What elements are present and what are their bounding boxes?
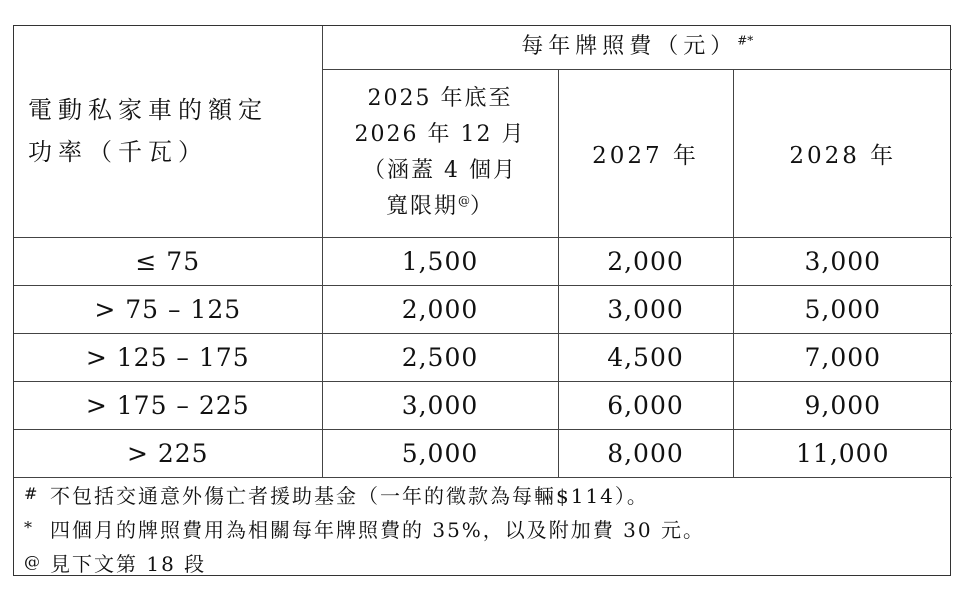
header-annual-fee	[322, 26, 952, 69]
footnote-text: 不包括交通意外傷亡者援助基金（一年的徵款為每輛$114）。	[50, 484, 649, 508]
fee-2028-cell: 11,000	[733, 429, 952, 477]
footnote-mark: @	[24, 552, 42, 571]
fee-2028-cell: 3,000	[733, 237, 952, 285]
col1-line4-sup: @	[458, 193, 470, 208]
footnote-text: 四個月的牌照費用為相關每年牌照費的 35%，以及附加費 30 元。	[50, 518, 705, 542]
fee-2025-cell: 2,500	[322, 333, 558, 381]
fee-2027-cell: 3,000	[558, 285, 733, 333]
header-annual-fee-text: 每年牌照費（元）	[521, 34, 738, 60]
table-row	[14, 333, 952, 381]
footnote-at	[24, 546, 934, 580]
power-cell: ≤ 75	[14, 237, 322, 285]
fee-2025-cell: 2,000	[322, 285, 558, 333]
fee-2027-cell: 8,000	[558, 429, 733, 477]
header-col-2028: 2028 年	[733, 69, 952, 237]
footnote-text: 見下文第 18 段	[50, 552, 207, 576]
fee-2027-cell: 4,500	[558, 333, 733, 381]
footnotes	[24, 478, 934, 580]
col1-line2: 2026 年 12 月	[354, 122, 526, 147]
fee-2025-cell: 5,000	[322, 429, 558, 477]
col1-line1: 2025 年底至	[367, 86, 513, 111]
footnote-star	[24, 512, 934, 546]
table-row	[14, 237, 952, 285]
header-power-rating	[14, 26, 322, 237]
power-cell: > 175 – 225	[14, 381, 322, 429]
col1-line4-a: 寬限期	[385, 194, 458, 219]
license-fee-table	[14, 26, 952, 478]
header-power-line2: 功率（千瓦）	[28, 138, 208, 167]
fee-2028-cell: 7,000	[733, 333, 952, 381]
table-row	[14, 285, 952, 333]
col1-line3: （涵蓋 4 個月	[363, 158, 517, 183]
col1-line4-b: ）	[470, 194, 495, 219]
fee-2028-cell: 9,000	[733, 381, 952, 429]
fee-2027-cell: 6,000	[558, 381, 733, 429]
header-annual-fee-sup: #*	[737, 33, 754, 48]
footnote-mark: *	[24, 518, 34, 537]
header-power-line1: 電動私家車的額定	[28, 96, 268, 125]
footnote-hash	[24, 478, 934, 512]
fee-2027-cell: 2,000	[558, 237, 733, 285]
fee-2028-cell: 5,000	[733, 285, 952, 333]
fee-table-box	[13, 25, 951, 576]
power-cell: > 225	[14, 429, 322, 477]
power-cell: > 125 – 175	[14, 333, 322, 381]
footnote-mark: #	[24, 484, 40, 503]
fee-2025-cell: 3,000	[322, 381, 558, 429]
header-col-2025	[322, 69, 558, 237]
header-col-2027: 2027 年	[558, 69, 733, 237]
table-row	[14, 381, 952, 429]
col1-line4	[386, 194, 494, 219]
table-row	[14, 429, 952, 477]
power-cell: > 75 – 125	[14, 285, 322, 333]
fee-2025-cell: 1,500	[322, 237, 558, 285]
